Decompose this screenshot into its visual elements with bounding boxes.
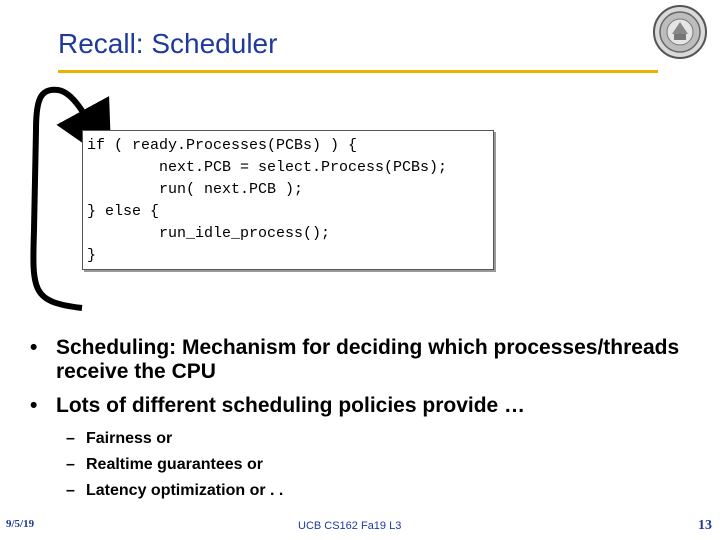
page-title: Recall: Scheduler [58,28,278,59]
sub-bullet-item [66,478,566,504]
sub-bullet-text: Realtime guarantees or [86,456,263,473]
sub-bullet-list [66,426,566,504]
dash-icon: – [66,430,75,447]
bullet-text: Lots of different scheduling policies provide … [56,394,526,417]
bullet-item [30,394,680,418]
code-line: if ( ready.Processes(PCBs) ) { [87,137,358,154]
footer-course: UCB CS162 Fa19 L3 [298,520,402,532]
title-underline [58,70,658,73]
bullet-icon: • [30,394,38,417]
sub-bullet-text: Fairness or [86,430,173,447]
bullet-text: Scheduling: Mechanism for deciding which processes/threads receive the CPU [56,336,680,383]
bullet-item [30,336,680,384]
code-block [82,130,494,270]
code-line: run_idle_process(); [87,225,331,242]
dash-icon: – [66,482,75,499]
sub-bullet-item [66,452,566,478]
code-line: } else { [87,203,160,220]
university-seal-icon [652,4,708,60]
code-line: next.PCB = select.Process(PCBs); [87,159,448,176]
code-line: } [87,247,97,264]
page-number: 13 [698,518,712,533]
footer-date: 9/5/19 [6,518,35,530]
code-line: run( next.PCB ); [87,181,304,198]
bullet-list [30,336,680,428]
bullet-icon: • [30,336,38,359]
dash-icon: – [66,456,75,473]
sub-bullet-item [66,426,566,452]
sub-bullet-text: Latency optimization or . . [86,482,284,499]
